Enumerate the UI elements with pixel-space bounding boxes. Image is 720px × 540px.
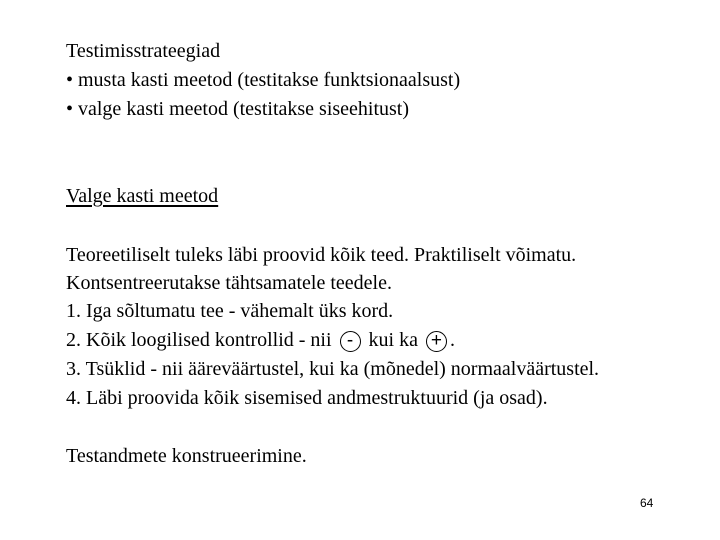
section-title: Valge kasti meetod bbox=[66, 185, 219, 207]
plus-circle-icon: + bbox=[426, 331, 447, 352]
list-item-1: 1. Iga sõltumatu tee - vähemalt üks kord. bbox=[66, 300, 394, 322]
intro-line-1: Teoreetiliselt tuleks läbi proovid kõik teed. Praktiliselt võimatu. bbox=[66, 244, 577, 266]
strategy-item-black-box: • musta kasti meetod (testitakse funktsionaalsust) bbox=[66, 69, 461, 91]
list-item-2-suffix: . bbox=[449, 329, 455, 351]
minus-circle-icon: - bbox=[340, 331, 361, 352]
list-item-3: 3. Tsüklid - nii ääreväärtustel, kui ka (mõnedel) normaalväärtustel. bbox=[66, 358, 600, 380]
page-number: 64 bbox=[640, 496, 654, 510]
footer-text: Testandmete konstrueerimine. bbox=[66, 445, 307, 467]
list-item-2-middle: kui ka bbox=[368, 329, 418, 351]
list-item-2-prefix: 2. Kõik loogilised kontrollid - nii bbox=[66, 329, 332, 351]
intro-line-2: Kontsentreerutakse tähtsamatele teedele. bbox=[66, 272, 392, 294]
list-item-4: 4. Läbi proovida kõik sisemised andmestruktuurid (ja osad). bbox=[66, 387, 548, 409]
slide-heading: Testimisstrateegiad bbox=[66, 40, 221, 62]
strategy-item-white-box: • valge kasti meetod (testitakse siseehitust) bbox=[66, 98, 410, 120]
list-item-2 bbox=[66, 327, 455, 353]
